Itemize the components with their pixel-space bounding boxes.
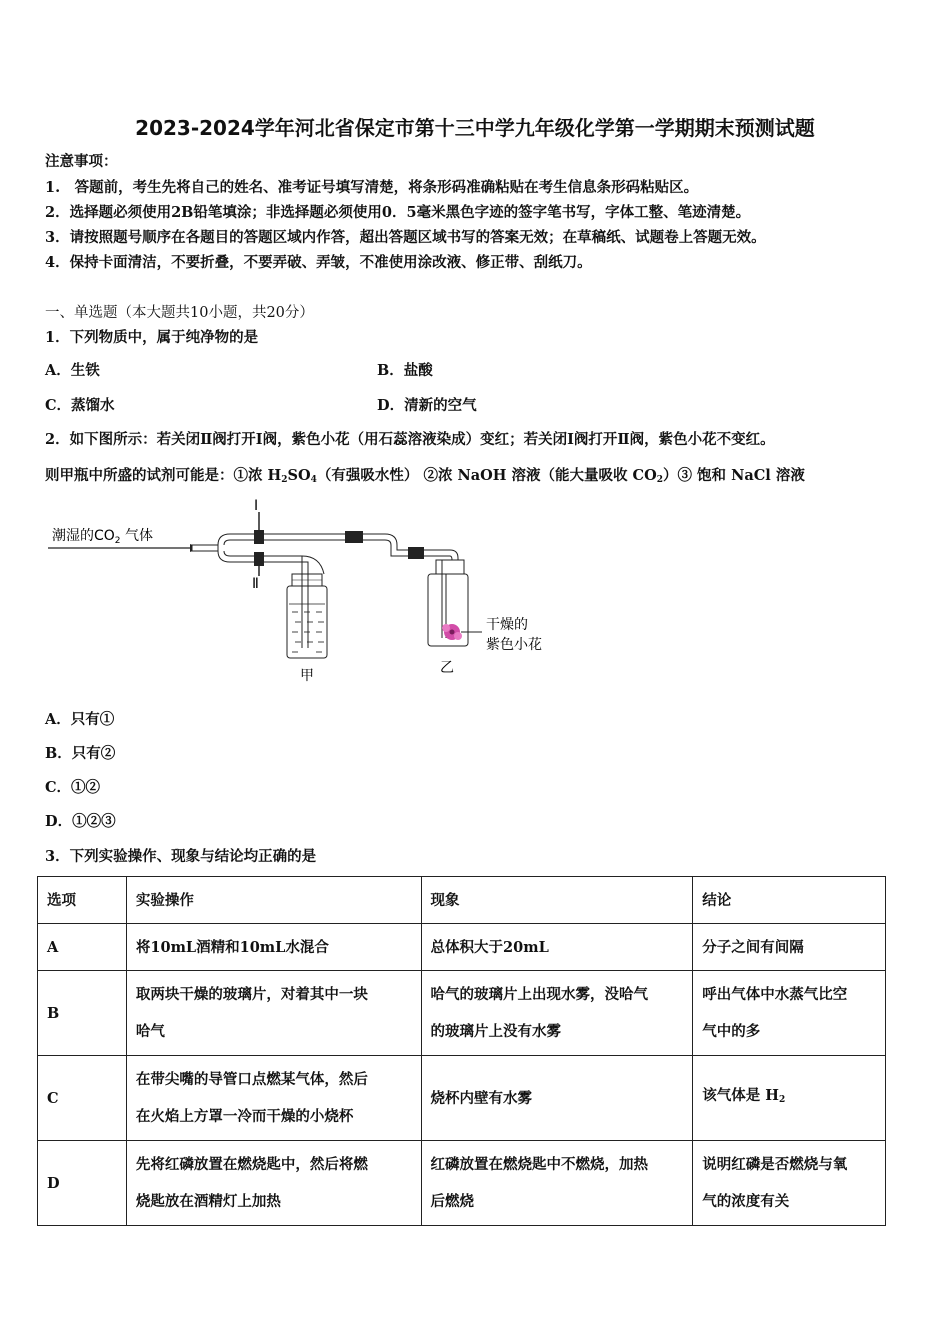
- notice-item-4: 4．保持卡面清洁，不要折叠，不要弄破、弄皱，不准使用涂改液、修正带、刮纸刀。: [45, 254, 592, 271]
- cell-phenomenon: 总体积大于20mL: [421, 924, 693, 971]
- connector-2: [408, 547, 424, 559]
- cell-phenomenon: 哈气的玻璃片上出现水雾，没哈气 的玻璃片上没有水雾: [421, 971, 693, 1056]
- q1-option-b: B．盐酸: [377, 362, 433, 379]
- q2-option-d: D．①②③: [45, 813, 116, 830]
- q2-option-c: C．①②: [45, 779, 101, 796]
- q1-option-d: D．清新的空气: [377, 397, 477, 414]
- apparatus-diagram: [40, 492, 560, 692]
- table-row: [38, 1056, 886, 1141]
- cell-operation: 先将红磷放置在燃烧匙中，然后将燃 烧匙放在酒精灯上加热: [126, 1141, 421, 1226]
- q3-stem: 3．下列实验操作、现象与结论均正确的是: [45, 848, 317, 865]
- bottle-jia-label: 甲: [300, 668, 314, 684]
- cell-option: B: [38, 971, 127, 1056]
- cell-conclusion: 分子之间有间隔: [693, 924, 886, 971]
- table-row: [38, 971, 886, 1056]
- q2-option-b: B．只有②: [45, 745, 116, 762]
- cell-conclusion: 该气体是 $H_2$: [693, 1056, 886, 1141]
- q2-stem-line1: 2．如下图所示：若关闭Ⅱ阀打开Ⅰ阀，紫色小花（用石蕊溶液染成）变红；若关闭Ⅰ阀打开Ⅱ阀，紫色小花不变红。: [45, 431, 775, 448]
- q2-stem-line2: 则甲瓶中所盛的试剂可能是：①浓 $H_2SO_4$（有强吸水性） ②浓 NaOH 溶液（能大量吸收 $CO_2)③$ 饱和 NaCl 溶液: [45, 467, 805, 485]
- cell-option: C: [38, 1056, 127, 1141]
- cell-operation: 在带尖嘴的导管口点燃某气体，然后 在火焰上方罩一冷而干燥的小烧杯: [126, 1056, 421, 1141]
- cell-phenomenon: 红磷放置在燃烧匙中不燃烧，加热 后燃烧: [421, 1141, 693, 1226]
- q1-option-c: C．蒸馏水: [45, 397, 115, 414]
- cell-operation: 取两块干燥的玻璃片，对着其中一块 哈气: [126, 971, 421, 1056]
- cell-operation: 将10mL酒精和10mL水混合: [126, 924, 421, 971]
- flower-label-2: 紫色小花: [486, 637, 542, 653]
- section-heading: 一、单选题（本大题共10小题，共20分）: [45, 305, 314, 321]
- header-phenomenon: 现象: [421, 877, 693, 924]
- valve-2-icon: [254, 552, 264, 576]
- q2-option-a: A．只有①: [45, 711, 115, 728]
- connector-1: [345, 531, 363, 543]
- q3-table: [37, 876, 886, 1226]
- cell-option: D: [38, 1141, 127, 1226]
- valve-1-icon: [254, 512, 264, 544]
- notice-item-1: 1. 答题前，考生先将自己的姓名、准考证号填写清楚，将条形码准确粘贴在考生信息条形码粘贴区。: [45, 179, 699, 196]
- cell-option: A: [38, 924, 127, 971]
- bottle-yi-label: 乙: [440, 660, 454, 676]
- cell-phenomenon: 烧杯内壁有水雾: [421, 1056, 693, 1141]
- table-row: [38, 1141, 886, 1226]
- gas-label: 潮湿的$CO_2$ 气体: [52, 528, 153, 546]
- header-option: 选项: [38, 877, 127, 924]
- table-row: [38, 924, 886, 971]
- valve-2-label: Ⅱ: [252, 576, 259, 592]
- q1-stem: 1．下列物质中，属于纯净物的是: [45, 329, 259, 346]
- q1-option-a: A．生铁: [45, 362, 100, 379]
- notice-item-3: 3．请按照题号顺序在各题目的答题区域内作答，超出答题区域书写的答案无效；在草稿纸、试题卷上答题无效。: [45, 229, 766, 246]
- bottle-jia: [287, 574, 327, 658]
- cell-conclusion: 说明红磷是否燃烧与氧 气的浓度有关: [693, 1141, 886, 1226]
- notice-heading: 注意事项：: [45, 153, 118, 170]
- valve-1-label: Ⅰ: [254, 498, 259, 514]
- page-title: 2023-2024学年河北省保定市第十三中学九年级化学第一学期期末预测试题: [135, 116, 815, 140]
- cell-conclusion: 呼出气体中水蒸气比空 气中的多: [693, 971, 886, 1056]
- table-header-row: [38, 877, 886, 924]
- header-conclusion: 结论: [693, 877, 886, 924]
- notice-item-2: 2．选择题必须使用2B铅笔填涂；非选择题必须使用0．5毫米黑色字迹的签字笔书写，字体工整、笔迹清楚。: [45, 204, 751, 221]
- header-operation: 实验操作: [126, 877, 421, 924]
- flower-label-1: 干燥的: [486, 617, 528, 633]
